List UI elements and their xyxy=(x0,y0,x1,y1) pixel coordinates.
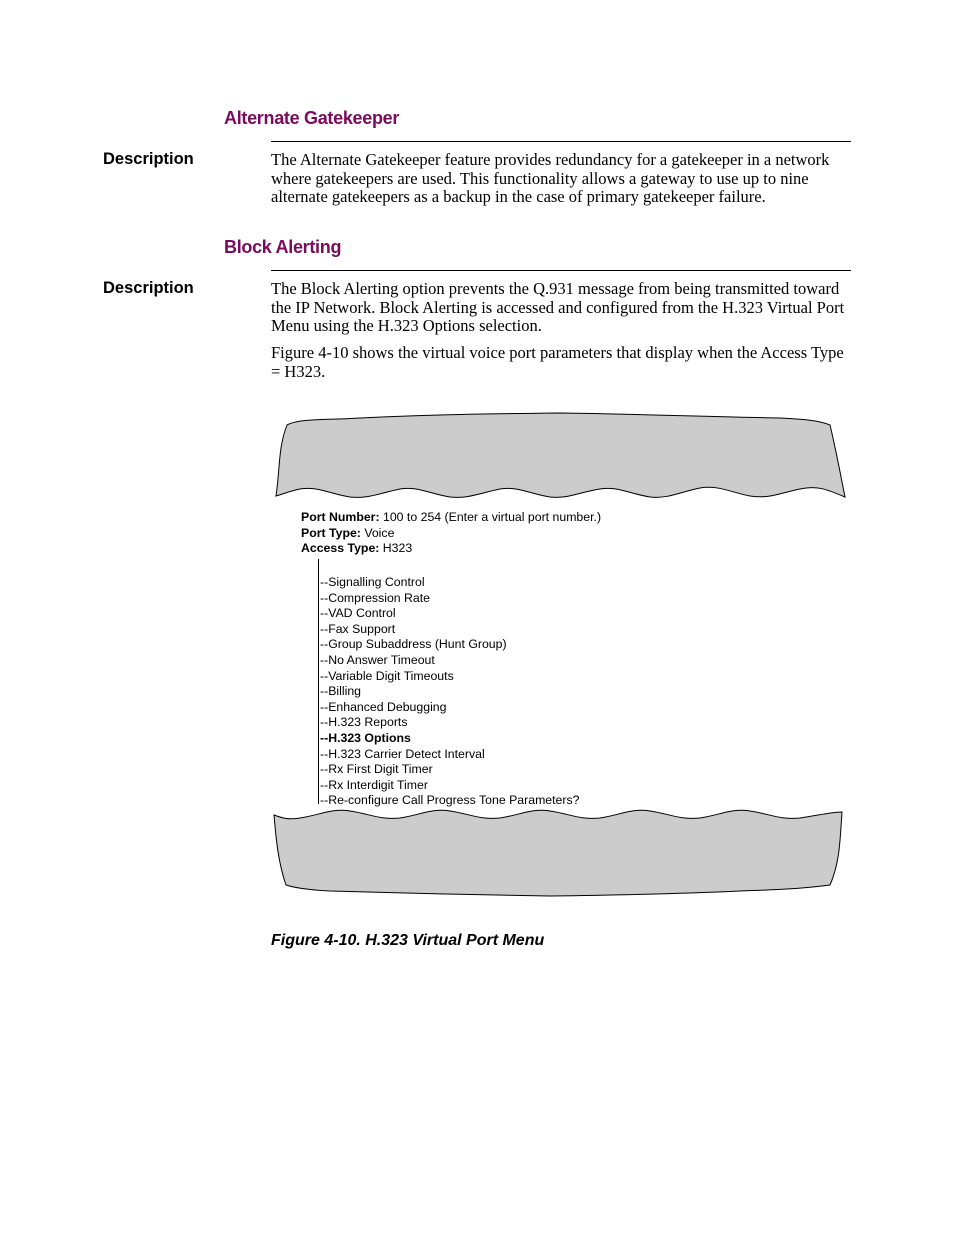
port-number-value: 100 to 254 (Enter a virtual port number.) xyxy=(379,510,602,524)
menu-item: --VAD Control xyxy=(320,606,396,621)
access-type-key: Access Type: xyxy=(301,541,380,556)
menu-item: --Variable Digit Timeouts xyxy=(320,668,454,683)
top-torn-shape xyxy=(276,413,845,497)
port-type-value: Voice xyxy=(360,525,395,540)
menu-item: --H.323 Carrier Detect Interval xyxy=(320,746,485,761)
menu-items-list xyxy=(320,575,579,809)
block-alerting-description: The Block Alerting option prevents the Q.931 message from being transmitted toward the IP Network. Block Alerting is accessed and configured from the H.323 Virtual Port Menu using the H.323 Options selection. xyxy=(271,279,845,335)
port-number-key: Port Number: xyxy=(301,510,380,524)
figure-header xyxy=(301,510,601,557)
description-label: Description xyxy=(103,279,194,297)
menu-item: --No Answer Timeout xyxy=(320,652,435,667)
menu-item: --H.323 Options xyxy=(320,730,411,745)
menu-item: --Re-configure Call Progress Tone Parameters? xyxy=(320,793,580,808)
menu-item: --Billing xyxy=(320,684,361,699)
menu-item: --Group Subaddress (Hunt Group) xyxy=(320,637,507,652)
access-type-value: H323 xyxy=(379,541,413,556)
port-type-row xyxy=(301,526,601,542)
menu-item: --Compression Rate xyxy=(320,590,431,605)
section-title-block-alerting: Block Alerting xyxy=(224,237,342,257)
alternate-gatekeeper-description: The Alternate Gatekeeper feature provides redundancy for a gatekeeper in a network where gatekeepers are used. This functionality allows a gateway to use up to nine alternate gatekeepers as a backup in the case of primary gatekeeper failure. xyxy=(271,150,830,206)
menu-tree-line xyxy=(318,559,319,804)
bottom-torn-shape xyxy=(274,810,842,896)
section-title-alternate-gatekeeper: Alternate Gatekeeper xyxy=(224,108,400,128)
figure-intro-paragraph: Figure 4-10 shows the virtual voice port parameters that display when the Access Type = H323. xyxy=(271,343,844,381)
menu-item: --Rx First Digit Timer xyxy=(320,762,433,777)
menu-item: --Signalling Control xyxy=(320,575,425,589)
description-label: Description xyxy=(103,150,194,168)
port-number-row xyxy=(301,510,601,526)
menu-item: --Enhanced Debugging xyxy=(320,699,447,714)
figure-caption: Figure 4-10. H.323 Virtual Port Menu xyxy=(271,932,545,949)
access-type-row xyxy=(301,541,601,557)
menu-item: --Fax Support xyxy=(320,621,396,636)
port-type-key: Port Type: xyxy=(301,525,361,540)
menu-item: --H.323 Reports xyxy=(320,715,408,730)
menu-item: --Rx Interdigit Timer xyxy=(320,777,428,792)
